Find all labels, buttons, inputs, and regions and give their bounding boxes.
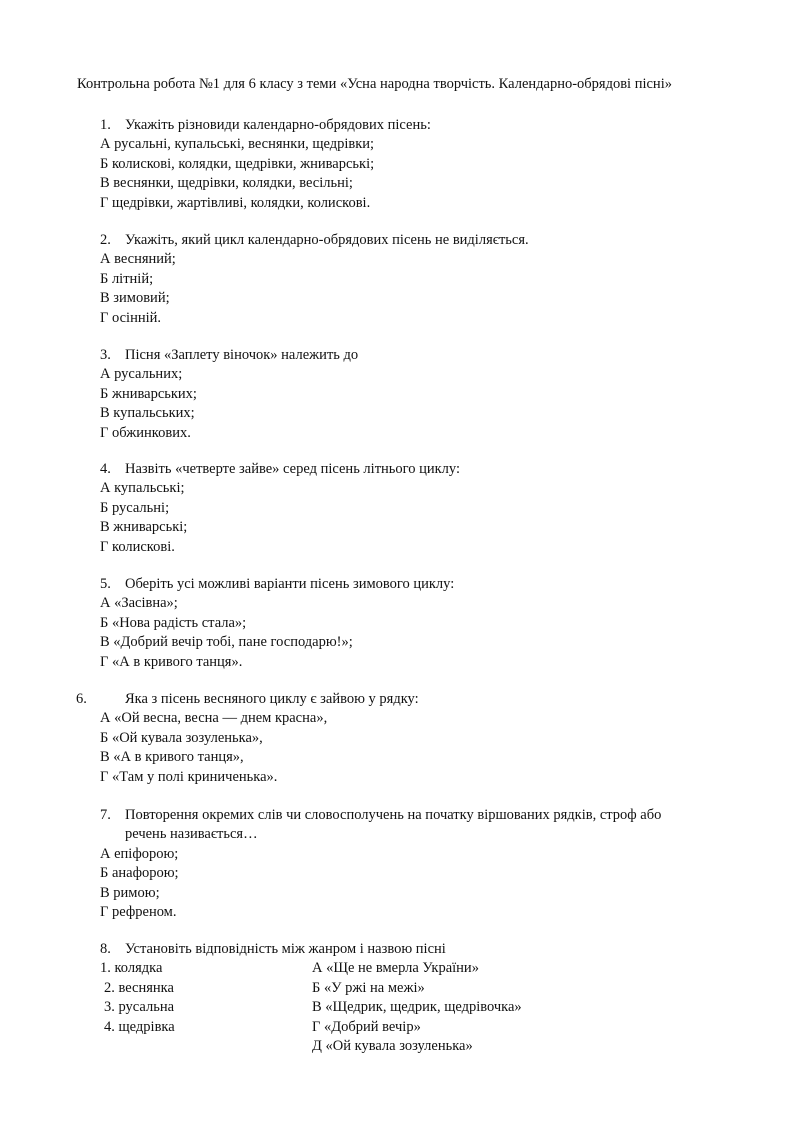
genre-item: 3. русальна (104, 999, 175, 1016)
question-text: Установіть відповідність між жанром і назвою пісні (125, 941, 446, 957)
option-b: Б «Нова радість стала»; (100, 614, 247, 631)
song-item: Г «Добрий вечір» (312, 1018, 421, 1035)
option-d: Г колискові. (100, 538, 175, 555)
option-d: Г обжинкових. (100, 424, 191, 441)
question-text: Пісня «Заплету віночок» належить до (125, 347, 359, 363)
option-c: В зимовий; (100, 290, 170, 307)
question-6 (76, 690, 419, 787)
option-b: Б літній; (100, 270, 154, 287)
option-c: В жниварські; (100, 519, 188, 536)
question-text: Оберіть усі можливі варіанти пісень зимового циклу: (125, 576, 455, 592)
question-text: Повторення окремих слів чи словосполучень на початку віршованих рядків, строф або (125, 807, 662, 823)
song-item: А «Ще не вмерла України» (312, 960, 479, 977)
option-b: Б анафорою; (100, 865, 179, 882)
question-text: Укажіть, який цикл календарно-обрядових пісень не виділяється. (125, 232, 529, 248)
option-d: Г «Там у полі криниченька». (100, 768, 278, 785)
option-a: А «Ой весна, весна — днем красна», (100, 710, 328, 727)
matching-table (100, 959, 522, 1056)
option-a: А весняний; (100, 251, 176, 268)
option-b: Б «Ой кувала зозуленька», (100, 729, 263, 746)
question-8 (100, 940, 522, 1056)
question-text: Укажіть різновиди календарно-обрядових пісень: (125, 117, 431, 133)
option-c: В римою; (100, 884, 160, 901)
genre-item: 2. веснянка (104, 979, 174, 996)
song-item: Д «Ой кувала зозуленька» (312, 1038, 473, 1055)
question-7 (100, 806, 661, 922)
question-number: 6. (76, 691, 87, 707)
option-a: А «Засівна»; (100, 595, 178, 612)
genre-item: 1. колядка (100, 960, 163, 977)
option-d: Г щедрівки, жартівливі, колядки, колискові. (100, 194, 371, 211)
option-a: А русальні, купальські, веснянки, щедрівки; (100, 136, 375, 153)
option-d: Г осінній. (100, 309, 162, 326)
option-a: А купальські; (100, 480, 185, 497)
option-d: Г «А в кривого танця». (100, 653, 243, 670)
option-b: Б жниварських; (100, 385, 197, 402)
option-a: А епіфорою; (100, 845, 179, 862)
option-d: Г рефреном. (100, 904, 177, 921)
option-b: Б русальні; (100, 499, 170, 516)
option-c: В веснянки, щедрівки, колядки, весільні; (100, 175, 353, 192)
option-c: В «А в кривого танця», (100, 749, 244, 766)
question-number: 1. (100, 117, 111, 133)
song-item: В «Щедрик, щедрик, щедрівочка» (312, 999, 522, 1016)
question-number: 7. (100, 807, 111, 823)
option-a: А русальних; (100, 366, 183, 383)
question-number: 3. (100, 347, 111, 363)
question-text: Яка з пісень весняного циклу є зайвою у рядку: (125, 691, 419, 707)
option-c: В купальських; (100, 405, 195, 422)
question-number: 4. (100, 461, 111, 477)
question-4 (100, 460, 460, 557)
genre-item: 4. щедрівка (104, 1018, 175, 1035)
option-b: Б колискові, колядки, щедрівки, жниварські; (100, 155, 375, 172)
question-text-continued: речень називається… (125, 826, 258, 843)
question-number: 2. (100, 232, 111, 248)
song-item: Б «У ржі на межі» (312, 979, 425, 996)
question-2 (100, 231, 529, 328)
option-c: В «Добрий вечір тобі, пане господарю!»; (100, 634, 353, 651)
question-5 (100, 575, 454, 672)
question-number: 8. (100, 941, 111, 957)
question-1 (100, 116, 431, 213)
question-3 (100, 346, 358, 443)
question-number: 5. (100, 576, 111, 592)
page-title: Контрольна робота №1 для 6 класу з теми «Усна народна творчість. Календарно-обрядові пісні» (77, 76, 672, 92)
question-text: Назвіть «четверте зайве» серед пісень літнього циклу: (125, 461, 461, 477)
